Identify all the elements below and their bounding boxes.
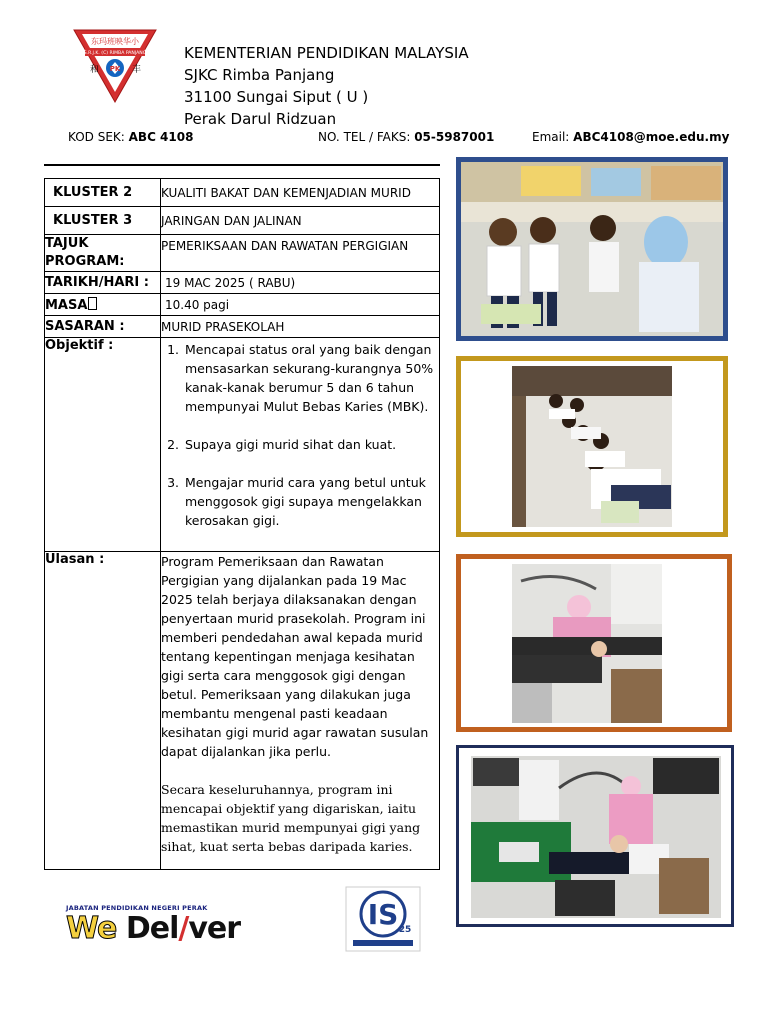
kluster-2-label: KLUSTER 2 <box>45 179 161 207</box>
kluster-2-value: KUALITI BAKAT DAN KEMENJADIAN MURID <box>161 179 440 207</box>
jpn-perak-text: JABATAN PENDIDIKAN NEGERI PERAK <box>66 904 208 912</box>
school-logo <box>72 28 158 104</box>
photo-children-on-floor <box>456 356 728 537</box>
svg-text:东玛班映华小: 东玛班映华小 <box>91 37 139 46</box>
kluster-3-value: JARINGAN DAN JALINAN <box>161 207 440 235</box>
sasaran-value: MURID PRASEKOLAH <box>161 316 440 338</box>
photo-classroom-screening <box>456 157 728 341</box>
school-name: SJKC Rimba Panjang <box>184 66 335 84</box>
masa-box-glyph <box>88 297 97 310</box>
is25-logo <box>345 886 421 952</box>
school-phone: NO. TEL / FAKS: 05-5987001 <box>318 130 495 144</box>
school-header <box>184 42 469 130</box>
program-report-table <box>44 178 440 870</box>
row-kluster-2 <box>45 179 440 207</box>
objektif-item-3: 3. Mengajar murid cara yang betul untuk menggosok gigi supaya mengelakkan kerosakan gigi. <box>183 473 439 530</box>
ulasan-paragraph-1: Program Pemeriksaan dan Rawatan Pergigian yang dijalankan pada 19 Mac 2025 telah berjaya dilaksanakan dengan penyertaan murid prasekolah. Program ini memberi pendedahan awal kepada murid tentang kepentingan menjaga kesihatan gigi serta cara menggosok gigi dengan betul. Pemeriksaan yang dilakukan juga membantu mengenal pasti keadaan kesihatan gigi murid agar rawatan susulan dapat dijalankan jika perlu. <box>161 554 429 759</box>
we-deliver-wordmark: We Del/ver <box>66 911 241 946</box>
objektif-label: Objektif : <box>45 338 161 552</box>
row-tajuk <box>45 235 440 272</box>
ulasan-paragraph-2: Secara keseluruhannya, program ini mencapai objektif yang digariskan, iaitu memastikan murid mempunyai gigi yang sihat, kuat serta bebas daripada karies. <box>161 782 421 854</box>
school-address-2: Perak Darul Ridzuan <box>184 110 337 128</box>
school-address-1: 31100 Sungai Siput ( U ) <box>184 88 369 106</box>
photo-dental-treatment <box>456 554 732 732</box>
ulasan-label: Ulasan : <box>45 552 161 870</box>
tarikh-label: TARIKH/HARI : <box>45 272 161 294</box>
svg-text:25: 25 <box>398 925 412 935</box>
tajuk-label: TAJUK PROGRAM: <box>45 235 161 272</box>
sasaran-label: SASARAN : <box>45 316 161 338</box>
row-masa <box>45 294 440 316</box>
we-deliver-logo <box>66 904 241 952</box>
masa-value: 10.40 pagi <box>161 294 440 316</box>
svg-text:和: 和 <box>90 65 100 75</box>
svg-text:丰: 丰 <box>132 65 142 75</box>
photo-dental-clinic <box>456 745 734 927</box>
masa-label: MASA <box>45 294 161 316</box>
objektif-item-1: 1. Mencapai status oral yang baik dengan mensasarkan sekurang-kurangnya 50% kanak-kanak berumur 5 dan 6 tahun mempunyai Mulut Bebas Karies (MBK). <box>183 340 439 416</box>
row-kluster-3 <box>45 207 440 235</box>
objektif-value <box>161 338 440 552</box>
row-tarikh <box>45 272 440 294</box>
ulasan-value <box>161 552 440 870</box>
header-divider <box>44 164 440 166</box>
svg-text:PK: PK <box>109 65 121 73</box>
ministry-name: KEMENTERIAN PENDIDIKAN MALAYSIA <box>184 44 469 62</box>
objektif-item-2: 2. Supaya gigi murid sihat dan kuat. <box>183 435 439 454</box>
school-code: KOD SEK: ABC 4108 <box>68 130 194 144</box>
school-email: Email: ABC4108@moe.edu.my <box>532 130 730 144</box>
kluster-3-label: KLUSTER 3 <box>45 207 161 235</box>
row-objektif <box>45 338 440 552</box>
row-sasaran <box>45 316 440 338</box>
row-ulasan <box>45 552 440 870</box>
svg-text:IS: IS <box>367 898 399 931</box>
svg-text:S.R.J.K. (C) RIMBA PANJANG: S.R.J.K. (C) RIMBA PANJANG <box>83 51 147 56</box>
objektif-list <box>161 340 439 530</box>
tarikh-value: 19 MAC 2025 ( RABU) <box>161 272 440 294</box>
tajuk-value: PEMERIKSAAN DAN RAWATAN PERGIGIAN <box>161 235 440 272</box>
